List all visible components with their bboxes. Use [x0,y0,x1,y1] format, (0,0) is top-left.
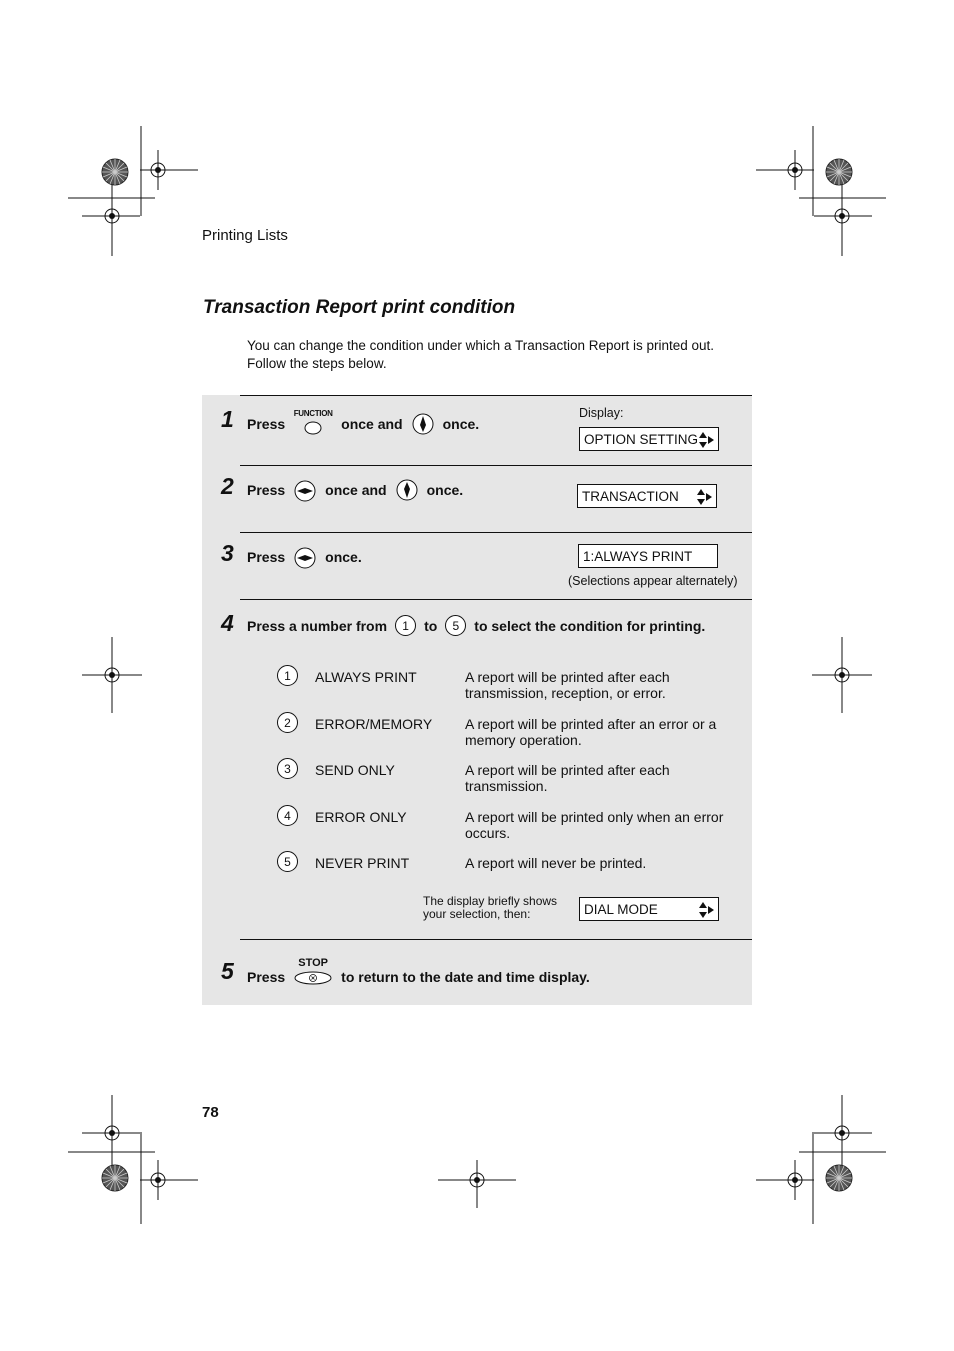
step-2-instruction [247,478,463,502]
up-arrow-key-icon [411,412,435,436]
step-4-number: 4 [221,610,234,636]
number-key-icon: 5 [277,851,298,872]
down-arrow-key-icon [395,478,419,502]
step-2-mid: once and [325,482,387,498]
number-key-icon: 1 [277,665,298,686]
stop-key-icon [293,958,333,986]
number-key-icon: 4 [277,805,298,826]
option-description [465,762,745,794]
intro-line-1: You can change the condition under which a Transaction Report is printed out. [247,338,715,353]
stop-key-label: STOP [298,957,329,969]
option-description [465,716,745,748]
display-transaction [577,484,717,508]
step-1-press: Press [247,416,286,432]
step-4-text-b: to [424,617,438,634]
page-number: 78 [202,1104,219,1121]
display-note: (Selections appear alternately) [568,574,738,588]
step-3-number: 3 [221,540,234,566]
up-down-right-arrows-icon [697,431,715,449]
option-description [465,669,745,701]
option-description-line: occurs. [465,825,511,841]
steps-panel [202,395,752,1005]
function-key-icon [293,411,333,437]
display-brief-note [423,895,557,921]
function-key-label: FUNCTION [293,409,333,418]
option-description-line: transmission. [465,778,548,794]
option-description-line: A report will be printed only when an error [465,809,724,825]
step-3-instruction [247,545,362,569]
option-description-line: transmission, reception, or error. [465,685,666,701]
step-2-end: once. [426,482,464,498]
display-text: DIAL MODE [584,901,658,917]
step-4-instruction [247,615,705,636]
number-key-1-icon: 1 [395,615,416,636]
option-description-line: A report will never be printed. [465,855,647,871]
option-description-line: memory operation. [465,732,582,748]
option-name: NEVER PRINT [315,855,410,871]
display-brief-line-2: your selection, then: [423,907,531,921]
option-name: ERROR/MEMORY [315,716,433,732]
divider [240,395,752,396]
step-1-instruction [247,411,479,437]
step-5-number: 5 [221,958,234,984]
divider [240,599,752,600]
intro-paragraph [247,337,767,373]
up-down-right-arrows-icon [697,901,715,919]
option-name: SEND ONLY [315,762,395,778]
display-dial-mode [579,897,719,921]
step-2-press: Press [247,482,286,498]
running-header: Printing Lists [202,227,288,244]
step-5-instruction [247,958,590,986]
intro-line-2: Follow the steps below. [247,356,387,371]
step-3-end: once. [325,549,362,565]
display-option-setting [579,427,719,451]
option-description-line: A report will be printed after each [465,669,670,685]
step-1-number: 1 [221,406,234,432]
option-name: ALWAYS PRINT [315,669,417,685]
step-1-end: once. [442,416,480,432]
step-5-press: Press [247,969,286,985]
right-arrow-key-icon [293,478,317,502]
number-key-icon: 3 [277,758,298,779]
divider [240,465,752,466]
option-description-line: A report will be printed after each [465,762,670,778]
up-down-right-arrows-icon [695,488,713,506]
divider [240,939,752,940]
step-4-text-c: to select the condition for printing. [474,617,706,634]
step-5-end: to return to the date and time display. [341,969,590,985]
display-brief-line-1: The display briefly shows [423,894,558,908]
number-key-5-icon: 5 [445,615,466,636]
option-name: ERROR ONLY [315,809,407,825]
display-always-print [578,544,718,568]
right-arrow-key-icon [293,545,317,569]
step-3-press: Press [247,549,286,565]
step-1-mid: once and [341,416,403,432]
display-text: OPTION SETTING [584,431,699,447]
step-4-text-a: Press a number from [247,617,388,634]
display-label: Display: [579,406,624,420]
option-description [465,809,745,841]
display-text: TRANSACTION [582,488,679,504]
section-title: Transaction Report print condition [203,297,516,318]
divider [240,532,752,533]
number-key-icon: 2 [277,712,298,733]
option-description-line: A report will be printed after an error or a [465,716,717,732]
step-2-number: 2 [221,473,234,499]
option-description [465,855,745,871]
display-text: 1:ALWAYS PRINT [583,548,693,564]
